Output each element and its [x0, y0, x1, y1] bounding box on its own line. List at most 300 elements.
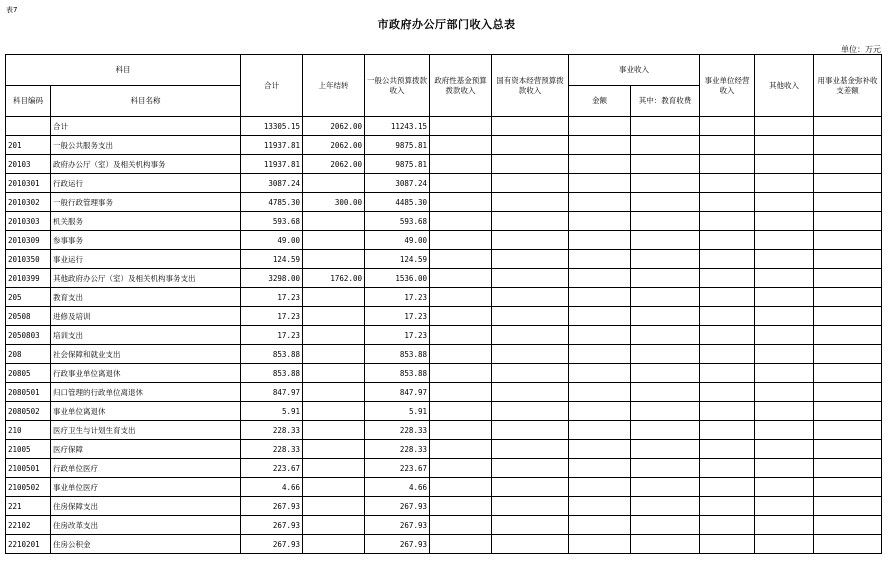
- total-cell: 49.00: [241, 231, 303, 250]
- unit-operation-cell: [700, 288, 755, 307]
- carryover-cell: [303, 174, 365, 193]
- edu-fee-cell: [631, 269, 700, 288]
- header-general-budget: 一般公共预算拨款收入: [365, 55, 430, 117]
- carryover-cell: [303, 212, 365, 231]
- total-cell: 267.93: [241, 535, 303, 554]
- total-cell: 267.93: [241, 516, 303, 535]
- total-cell: 3087.24: [241, 174, 303, 193]
- general-budget-cell: 853.88: [365, 364, 430, 383]
- total-cell: 124.59: [241, 250, 303, 269]
- unit-operation-cell: [700, 364, 755, 383]
- gov-fund-cell: [430, 250, 492, 269]
- state-capital-cell: [492, 117, 569, 136]
- code-cell: 20103: [6, 155, 51, 174]
- name-cell: 合计: [51, 117, 241, 136]
- code-cell: 20508: [6, 307, 51, 326]
- gov-fund-cell: [430, 402, 492, 421]
- reserve-cell: [814, 459, 882, 478]
- other-cell: [755, 155, 814, 174]
- name-cell: 住房保障支出: [51, 497, 241, 516]
- code-cell: 2010399: [6, 269, 51, 288]
- edu-fee-cell: [631, 478, 700, 497]
- general-budget-cell: 4485.30: [365, 193, 430, 212]
- amount-cell: [569, 136, 631, 155]
- header-carryover: 上年结转: [303, 55, 365, 117]
- gov-fund-cell: [430, 174, 492, 193]
- gov-fund-cell: [430, 535, 492, 554]
- amount-cell: [569, 212, 631, 231]
- reserve-cell: [814, 269, 882, 288]
- reserve-cell: [814, 497, 882, 516]
- state-capital-cell: [492, 269, 569, 288]
- state-capital-cell: [492, 136, 569, 155]
- code-cell: 2010302: [6, 193, 51, 212]
- total-cell: 17.23: [241, 326, 303, 345]
- total-cell: 853.88: [241, 364, 303, 383]
- edu-fee-cell: [631, 535, 700, 554]
- total-cell: 228.33: [241, 421, 303, 440]
- header-unit-operation: 事业单位经营收入: [700, 55, 755, 117]
- carryover-cell: 2062.00: [303, 136, 365, 155]
- name-cell: 一般行政管理事务: [51, 193, 241, 212]
- edu-fee-cell: [631, 440, 700, 459]
- code-cell: 208: [6, 345, 51, 364]
- total-cell: 11937.81: [241, 136, 303, 155]
- state-capital-cell: [492, 231, 569, 250]
- edu-fee-cell: [631, 459, 700, 478]
- reserve-cell: [814, 364, 882, 383]
- header-name: 科目名称: [51, 86, 241, 117]
- code-cell: 2050803: [6, 326, 51, 345]
- unit-operation-cell: [700, 174, 755, 193]
- reserve-cell: [814, 307, 882, 326]
- state-capital-cell: [492, 459, 569, 478]
- code-cell: 2080502: [6, 402, 51, 421]
- edu-fee-cell: [631, 307, 700, 326]
- other-cell: [755, 402, 814, 421]
- table-row: [6, 383, 882, 402]
- other-cell: [755, 193, 814, 212]
- table-row: [6, 326, 882, 345]
- edu-fee-cell: [631, 364, 700, 383]
- reserve-cell: [814, 250, 882, 269]
- general-budget-cell: 5.91: [365, 402, 430, 421]
- unit-operation-cell: [700, 421, 755, 440]
- amount-cell: [569, 231, 631, 250]
- total-cell: 593.68: [241, 212, 303, 231]
- code-cell: 2010303: [6, 212, 51, 231]
- gov-fund-cell: [430, 459, 492, 478]
- name-cell: 一般公共服务支出: [51, 136, 241, 155]
- table-body: [6, 117, 882, 554]
- code-cell: 2100502: [6, 478, 51, 497]
- gov-fund-cell: [430, 136, 492, 155]
- state-capital-cell: [492, 250, 569, 269]
- general-budget-cell: 1536.00: [365, 269, 430, 288]
- table-row: [6, 250, 882, 269]
- name-cell: 医疗卫生与计划生育支出: [51, 421, 241, 440]
- general-budget-cell: 853.88: [365, 345, 430, 364]
- table-row: [6, 478, 882, 497]
- header-amount: 金额: [569, 86, 631, 117]
- table-row: [6, 497, 882, 516]
- table-row: [6, 174, 882, 193]
- unit-operation-cell: [700, 250, 755, 269]
- reserve-cell: [814, 440, 882, 459]
- code-cell: 205: [6, 288, 51, 307]
- amount-cell: [569, 364, 631, 383]
- amount-cell: [569, 421, 631, 440]
- edu-fee-cell: [631, 421, 700, 440]
- general-budget-cell: 9875.81: [365, 155, 430, 174]
- code-cell: 2010309: [6, 231, 51, 250]
- carryover-cell: 2062.00: [303, 155, 365, 174]
- state-capital-cell: [492, 364, 569, 383]
- page-title: 市政府办公厅部门收入总表: [377, 18, 516, 31]
- other-cell: [755, 364, 814, 383]
- table-row: [6, 269, 882, 288]
- carryover-cell: [303, 535, 365, 554]
- code-cell: 22102: [6, 516, 51, 535]
- total-cell: 4.66: [241, 478, 303, 497]
- general-budget-cell: 223.67: [365, 459, 430, 478]
- state-capital-cell: [492, 345, 569, 364]
- gov-fund-cell: [430, 478, 492, 497]
- unit-operation-cell: [700, 326, 755, 345]
- other-cell: [755, 383, 814, 402]
- unit-operation-cell: [700, 212, 755, 231]
- state-capital-cell: [492, 478, 569, 497]
- carryover-cell: 300.00: [303, 193, 365, 212]
- code-cell: 221: [6, 497, 51, 516]
- state-capital-cell: [492, 421, 569, 440]
- amount-cell: [569, 516, 631, 535]
- carryover-cell: [303, 383, 365, 402]
- total-cell: 847.97: [241, 383, 303, 402]
- edu-fee-cell: [631, 497, 700, 516]
- table-row: [6, 402, 882, 421]
- amount-cell: [569, 174, 631, 193]
- carryover-cell: [303, 402, 365, 421]
- other-cell: [755, 288, 814, 307]
- edu-fee-cell: [631, 212, 700, 231]
- name-cell: 行政运行: [51, 174, 241, 193]
- edu-fee-cell: [631, 288, 700, 307]
- header-total: 合计: [241, 55, 303, 117]
- table-row: [6, 231, 882, 250]
- unit-operation-cell: [700, 117, 755, 136]
- general-budget-cell: 847.97: [365, 383, 430, 402]
- edu-fee-cell: [631, 193, 700, 212]
- header-reserve: 用事业基金弥补收支差额: [814, 55, 882, 117]
- name-cell: 培训支出: [51, 326, 241, 345]
- table-row: [6, 288, 882, 307]
- header-edu-fee: 其中：教育收费: [631, 86, 700, 117]
- carryover-cell: [303, 307, 365, 326]
- name-cell: 住房改革支出: [51, 516, 241, 535]
- other-cell: [755, 212, 814, 231]
- state-capital-cell: [492, 402, 569, 421]
- edu-fee-cell: [631, 250, 700, 269]
- reserve-cell: [814, 136, 882, 155]
- amount-cell: [569, 155, 631, 174]
- edu-fee-cell: [631, 136, 700, 155]
- other-cell: [755, 497, 814, 516]
- other-cell: [755, 478, 814, 497]
- unit-label: 单位：万元: [841, 45, 881, 54]
- edu-fee-cell: [631, 402, 700, 421]
- general-budget-cell: 49.00: [365, 231, 430, 250]
- unit-operation-cell: [700, 231, 755, 250]
- table-row: [6, 440, 882, 459]
- edu-fee-cell: [631, 326, 700, 345]
- reserve-cell: [814, 155, 882, 174]
- other-cell: [755, 421, 814, 440]
- code-cell: 201: [6, 136, 51, 155]
- unit-operation-cell: [700, 478, 755, 497]
- general-budget-cell: 17.23: [365, 326, 430, 345]
- amount-cell: [569, 326, 631, 345]
- reserve-cell: [814, 326, 882, 345]
- reserve-cell: [814, 516, 882, 535]
- header-other: 其他收入: [755, 55, 814, 117]
- unit-operation-cell: [700, 383, 755, 402]
- other-cell: [755, 250, 814, 269]
- general-budget-cell: 17.23: [365, 288, 430, 307]
- other-cell: [755, 326, 814, 345]
- other-cell: [755, 440, 814, 459]
- unit-operation-cell: [700, 269, 755, 288]
- total-cell: 17.23: [241, 307, 303, 326]
- edu-fee-cell: [631, 231, 700, 250]
- total-cell: 267.93: [241, 497, 303, 516]
- edu-fee-cell: [631, 345, 700, 364]
- reserve-cell: [814, 288, 882, 307]
- amount-cell: [569, 459, 631, 478]
- gov-fund-cell: [430, 155, 492, 174]
- table-row: [6, 459, 882, 478]
- edu-fee-cell: [631, 383, 700, 402]
- unit-operation-cell: [700, 307, 755, 326]
- code-cell: 21005: [6, 440, 51, 459]
- code-cell: 2100501: [6, 459, 51, 478]
- reserve-cell: [814, 345, 882, 364]
- name-cell: 参事事务: [51, 231, 241, 250]
- unit-operation-cell: [700, 402, 755, 421]
- total-cell: 5.91: [241, 402, 303, 421]
- unit-operation-cell: [700, 497, 755, 516]
- state-capital-cell: [492, 516, 569, 535]
- general-budget-cell: 9875.81: [365, 136, 430, 155]
- edu-fee-cell: [631, 516, 700, 535]
- gov-fund-cell: [430, 497, 492, 516]
- general-budget-cell: 11243.15: [365, 117, 430, 136]
- name-cell: 事业单位医疗: [51, 478, 241, 497]
- amount-cell: [569, 250, 631, 269]
- state-capital-cell: [492, 288, 569, 307]
- amount-cell: [569, 288, 631, 307]
- unit-operation-cell: [700, 193, 755, 212]
- total-cell: 13305.15: [241, 117, 303, 136]
- total-cell: 17.23: [241, 288, 303, 307]
- amount-cell: [569, 383, 631, 402]
- carryover-cell: [303, 459, 365, 478]
- unit-operation-cell: [700, 345, 755, 364]
- general-budget-cell: 3087.24: [365, 174, 430, 193]
- other-cell: [755, 136, 814, 155]
- state-capital-cell: [492, 497, 569, 516]
- code-cell: 210: [6, 421, 51, 440]
- general-budget-cell: 267.93: [365, 497, 430, 516]
- reserve-cell: [814, 117, 882, 136]
- table-row: [6, 212, 882, 231]
- unit-operation-cell: [700, 155, 755, 174]
- reserve-cell: [814, 421, 882, 440]
- gov-fund-cell: [430, 326, 492, 345]
- other-cell: [755, 231, 814, 250]
- carryover-cell: [303, 364, 365, 383]
- gov-fund-cell: [430, 212, 492, 231]
- amount-cell: [569, 440, 631, 459]
- reserve-cell: [814, 535, 882, 554]
- name-cell: 机关服务: [51, 212, 241, 231]
- other-cell: [755, 117, 814, 136]
- amount-cell: [569, 193, 631, 212]
- table-row: [6, 307, 882, 326]
- gov-fund-cell: [430, 440, 492, 459]
- gov-fund-cell: [430, 516, 492, 535]
- carryover-cell: [303, 440, 365, 459]
- gov-fund-cell: [430, 288, 492, 307]
- other-cell: [755, 535, 814, 554]
- table-number-label: 表7: [6, 6, 18, 14]
- general-budget-cell: 228.33: [365, 440, 430, 459]
- code-cell: 2010350: [6, 250, 51, 269]
- name-cell: 住房公积金: [51, 535, 241, 554]
- state-capital-cell: [492, 326, 569, 345]
- amount-cell: [569, 307, 631, 326]
- carryover-cell: [303, 231, 365, 250]
- total-cell: 3298.00: [241, 269, 303, 288]
- code-cell: 2010301: [6, 174, 51, 193]
- edu-fee-cell: [631, 174, 700, 193]
- table-row: [6, 421, 882, 440]
- other-cell: [755, 345, 814, 364]
- other-cell: [755, 174, 814, 193]
- gov-fund-cell: [430, 421, 492, 440]
- name-cell: 事业单位离退休: [51, 402, 241, 421]
- name-cell: 行政单位医疗: [51, 459, 241, 478]
- state-capital-cell: [492, 174, 569, 193]
- general-budget-cell: 228.33: [365, 421, 430, 440]
- other-cell: [755, 516, 814, 535]
- gov-fund-cell: [430, 269, 492, 288]
- carryover-cell: [303, 345, 365, 364]
- state-capital-cell: [492, 212, 569, 231]
- total-cell: 223.67: [241, 459, 303, 478]
- state-capital-cell: [492, 535, 569, 554]
- name-cell: 政府办公厅（室）及相关机构事务: [51, 155, 241, 174]
- table-row: [6, 117, 882, 136]
- table-row: [6, 364, 882, 383]
- gov-fund-cell: [430, 383, 492, 402]
- carryover-cell: [303, 421, 365, 440]
- reserve-cell: [814, 231, 882, 250]
- state-capital-cell: [492, 440, 569, 459]
- reserve-cell: [814, 383, 882, 402]
- unit-operation-cell: [700, 535, 755, 554]
- amount-cell: [569, 402, 631, 421]
- table-row: [6, 136, 882, 155]
- table-row: [6, 516, 882, 535]
- amount-cell: [569, 345, 631, 364]
- carryover-cell: [303, 250, 365, 269]
- header-state-capital: 国有资本经营预算拨款收入: [492, 55, 569, 117]
- name-cell: 归口管理的行政单位离退休: [51, 383, 241, 402]
- header-gov-fund: 政府性基金预算拨款收入: [430, 55, 492, 117]
- total-cell: 11937.81: [241, 155, 303, 174]
- reserve-cell: [814, 174, 882, 193]
- table-row: [6, 155, 882, 174]
- name-cell: 医疗保障: [51, 440, 241, 459]
- other-cell: [755, 307, 814, 326]
- state-capital-cell: [492, 383, 569, 402]
- edu-fee-cell: [631, 117, 700, 136]
- general-budget-cell: 4.66: [365, 478, 430, 497]
- header-business-income: 事业收入: [569, 55, 700, 86]
- gov-fund-cell: [430, 345, 492, 364]
- carryover-cell: [303, 497, 365, 516]
- carryover-cell: 1762.00: [303, 269, 365, 288]
- carryover-cell: [303, 326, 365, 345]
- state-capital-cell: [492, 193, 569, 212]
- name-cell: 教育支出: [51, 288, 241, 307]
- edu-fee-cell: [631, 155, 700, 174]
- amount-cell: [569, 497, 631, 516]
- amount-cell: [569, 117, 631, 136]
- table-row: [6, 535, 882, 554]
- general-budget-cell: 124.59: [365, 250, 430, 269]
- name-cell: 行政事业单位离退休: [51, 364, 241, 383]
- carryover-cell: [303, 478, 365, 497]
- name-cell: 社会保障和就业支出: [51, 345, 241, 364]
- gov-fund-cell: [430, 307, 492, 326]
- code-cell: 2080501: [6, 383, 51, 402]
- unit-operation-cell: [700, 459, 755, 478]
- other-cell: [755, 459, 814, 478]
- name-cell: 其他政府办公厅（室）及相关机构事务支出: [51, 269, 241, 288]
- gov-fund-cell: [430, 364, 492, 383]
- unit-operation-cell: [700, 136, 755, 155]
- name-cell: 事业运行: [51, 250, 241, 269]
- general-budget-cell: 17.23: [365, 307, 430, 326]
- gov-fund-cell: [430, 193, 492, 212]
- gov-fund-cell: [430, 231, 492, 250]
- state-capital-cell: [492, 307, 569, 326]
- reserve-cell: [814, 402, 882, 421]
- code-cell: 20805: [6, 364, 51, 383]
- general-budget-cell: 593.68: [365, 212, 430, 231]
- code-cell: 2210201: [6, 535, 51, 554]
- table-row: [6, 345, 882, 364]
- code-cell: [6, 117, 51, 136]
- reserve-cell: [814, 212, 882, 231]
- amount-cell: [569, 535, 631, 554]
- table-row: [6, 193, 882, 212]
- reserve-cell: [814, 478, 882, 497]
- carryover-cell: [303, 288, 365, 307]
- unit-operation-cell: [700, 440, 755, 459]
